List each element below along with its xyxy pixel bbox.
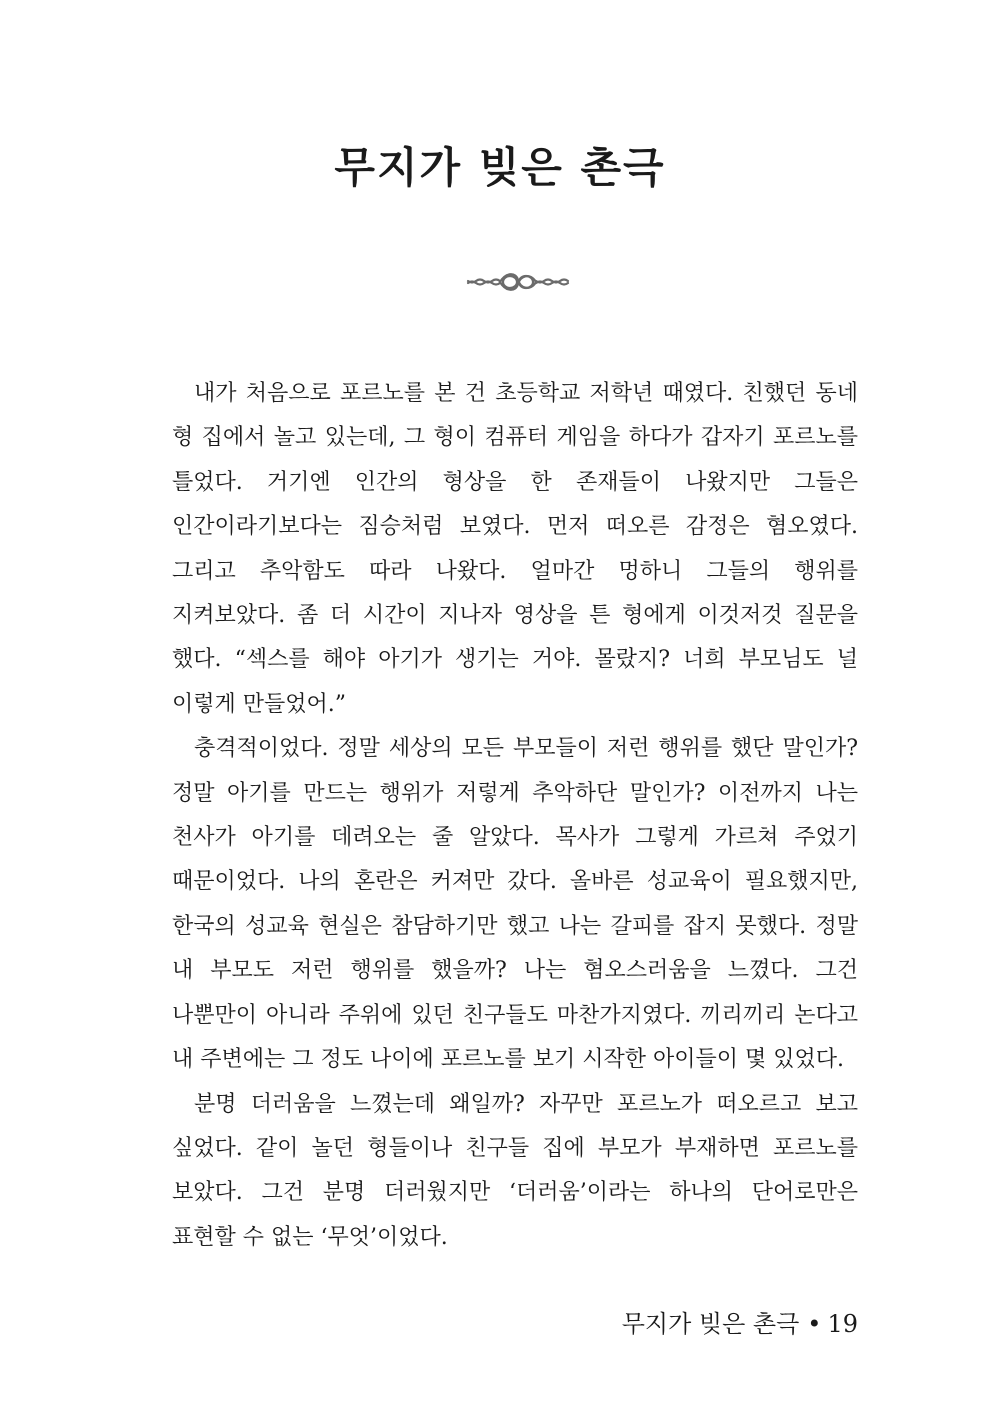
running-title: 무지가 빚은 촌극 [621,1310,800,1338]
paragraph: 충격적이었다. 정말 세상의 모든 부모들이 저런 행위를 했단 말인가? 정말 아기를 만드는 행위가 저렇게 추악하단 말인가? 이전까지 나는 천사가 아기를 데려오는 줄 알았다. 목사가 그렇게 가르쳐 주었기 때문이었다. 나의 혼란은 커져만 갔다. 올바른 성교육이 필요했지만, 한국의 성교육 현실은 참담하기만 했고 나는 갈피를 잡지 못했다. 정말 내 부모도 저런 행위를 했을까? 나는 혐오스러움을 느꼈다. 그건 나뿐만이 아니라 주위에 있던 친구들도 마찬가지였다. 끼리끼리 논다고 내 주변에는 그 정도 나이에 포르노를 보기 시작한 아이들이 몇 있었다. [172,736,858,1073]
paragraph: 분명 더러움을 느꼈는데 왜일까? 자꾸만 포르노가 떠오르고 보고 싶었다. 같이 놀던 형들이나 친구들 집에 부모가 부재하면 포르노를 보았다. 그건 분명 더러웠지만 ‘더러움’이라는 하나의 단어로만은 표현할 수 없는 ‘무엇’이었다. [172,1091,858,1250]
body-text [172,372,858,1260]
page-footer [622,1308,858,1340]
rope-knot-icon [466,268,570,296]
paragraph: 내가 처음으로 포르노를 본 건 초등학교 저학년 때였다. 친했던 동네 형 집에서 놀고 있는데, 그 형이 컴퓨터 게임을 하다가 갑자기 포르노를 틀었다. 거기엔 인간의 형상을 한 존재들이 나왔지만 그들은 인간이라기보다는 짐승처럼 보였다. 먼저 떠오른 감정은 혐오였다. 그리고 추악함도 따라 나왔다. 얼마간 멍하니 그들의 행위를 지켜보았다. 좀 더 시간이 지나자 영상을 튼 형에게 이것저것 질문을 했다. “섹스를 해야 아기가 생기는 거야. 몰랐지? 너희 부모님도 널 이렇게 만들었어.” [172,381,858,717]
footer-separator: • [807,1310,822,1338]
page-number: 19 [827,1310,858,1338]
chapter-title: 무지가 빚은 촌극 [334,143,666,192]
